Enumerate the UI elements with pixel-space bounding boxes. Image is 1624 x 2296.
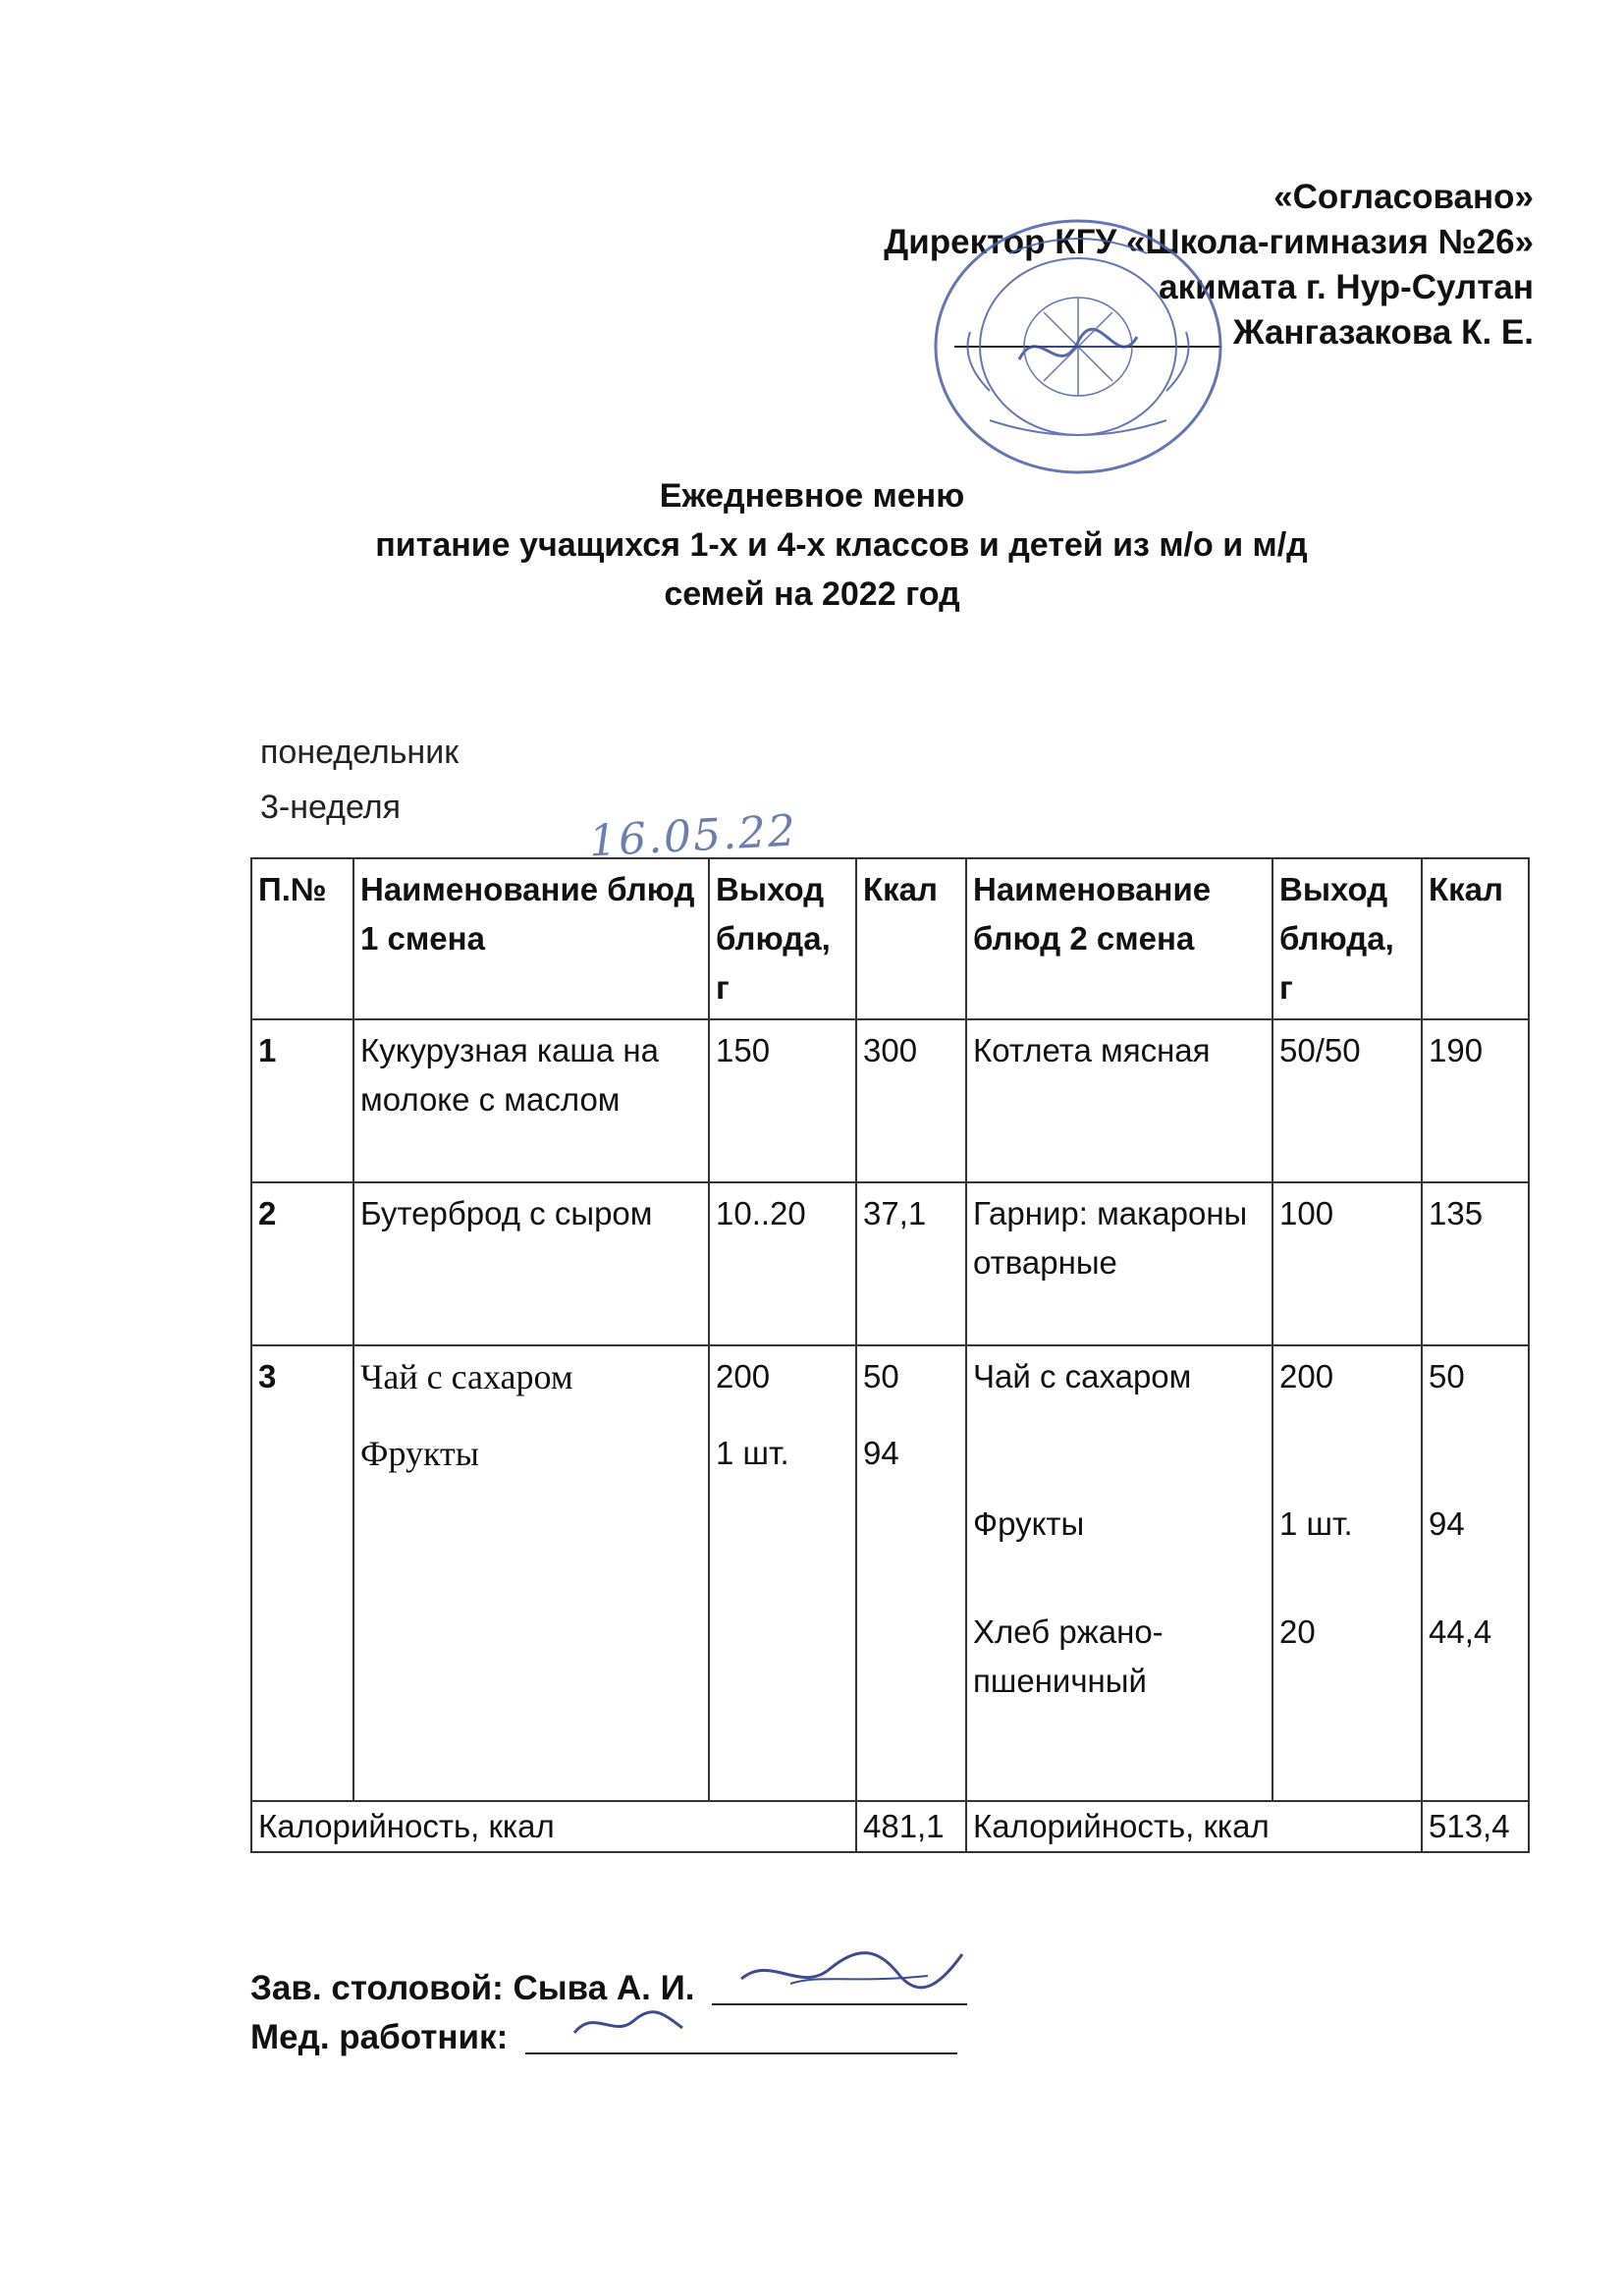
row-number: 2	[251, 1182, 353, 1345]
total-value-shift-2: 513,4	[1422, 1801, 1529, 1852]
approval-akimat: акимата г. Нур-Султан	[1159, 268, 1534, 306]
output-shift-1	[709, 1345, 856, 1801]
dish-shift-2: Котлета мясная	[966, 1019, 1272, 1182]
approval-name: Жангазакова К. Е.	[1232, 313, 1534, 352]
header-output-shift-1: Выход блюда, г	[709, 858, 856, 1019]
output-item: 1 шт.	[1279, 1505, 1353, 1542]
dish-shift-1: Кукурузная каша на молоке с маслом	[353, 1019, 709, 1182]
kcal-item: 44,4	[1429, 1613, 1492, 1650]
approval-label: «Согласовано»	[1273, 178, 1534, 216]
output-shift-2	[1272, 1345, 1422, 1801]
total-label-shift-1: Калорийность, ккал	[251, 1801, 856, 1852]
total-label-shift-2: Калорийность, ккал	[966, 1801, 1422, 1852]
output-item: 20	[1279, 1613, 1316, 1650]
school-seal-stamp	[931, 214, 1225, 479]
medic-label: Мед. работник:	[250, 2018, 509, 2056]
week-label: 3-неделя	[260, 789, 402, 826]
output-shift-2: 50/50	[1272, 1019, 1422, 1182]
total-row	[251, 1801, 1529, 1852]
kcal-shift-1: 37,1	[856, 1182, 966, 1345]
dish-item: Чай с сахаром	[973, 1358, 1192, 1394]
header-output-shift-2: Выход блюда, г	[1272, 858, 1422, 1019]
document-title	[0, 471, 1624, 619]
total-value-shift-1: 481,1	[856, 1801, 966, 1852]
kcal-shift-2	[1422, 1345, 1529, 1801]
output-shift-1: 10..20	[709, 1182, 856, 1345]
kcal-item: 94	[863, 1435, 899, 1471]
table-row	[251, 1019, 1529, 1182]
table-header-row	[251, 858, 1529, 1019]
header-kcal-shift-1: Ккал	[856, 858, 966, 1019]
title-line-2: питание учащихся 1-х и 4-х классов и детей из м/о и м/д	[375, 526, 1308, 564]
dish-item: Фрукты	[360, 1434, 479, 1473]
dish-item: Хлеб ржано-пшеничный	[973, 1613, 1164, 1699]
title-line-3: семей на 2022 год	[664, 575, 960, 613]
approval-director: Директор КГУ «Школа-гимназия №26»	[884, 223, 1534, 261]
output-item: 1 шт.	[716, 1435, 789, 1471]
menu-meta	[260, 725, 459, 835]
output-shift-1: 150	[709, 1019, 856, 1182]
dish-shift-2	[966, 1345, 1272, 1801]
header-dish-shift-1: Наименование блюд 1 смена	[353, 858, 709, 1019]
dish-shift-2: Гарнир: макароны отварные	[966, 1182, 1272, 1345]
table-row	[251, 1182, 1529, 1345]
kcal-shift-2: 190	[1422, 1019, 1529, 1182]
output-shift-2: 100	[1272, 1182, 1422, 1345]
header-kcal-shift-2: Ккал	[1422, 858, 1529, 1019]
dish-item: Чай с сахаром	[360, 1357, 573, 1396]
handwritten-date: 16.05.22	[587, 805, 799, 867]
table-row	[251, 1345, 1529, 1801]
kcal-item: 50	[863, 1358, 899, 1394]
handwritten-signature	[545, 1984, 741, 2052]
medic-row	[250, 2013, 967, 2062]
dish-item: Фрукты	[973, 1505, 1085, 1542]
canteen-signature-line	[712, 1974, 967, 2005]
kcal-shift-1: 300	[856, 1019, 966, 1182]
kcal-shift-1	[856, 1345, 966, 1801]
row-number: 1	[251, 1019, 353, 1182]
output-item: 200	[716, 1358, 771, 1394]
dish-shift-1	[353, 1345, 709, 1801]
canteen-manager-label: Зав. столовой: Сыва А. И.	[250, 1969, 695, 2007]
header-number: П.№	[251, 858, 353, 1019]
kcal-item: 50	[1429, 1358, 1465, 1394]
title-line-1: Ежедневное меню	[659, 477, 965, 515]
handwritten-signature	[731, 1935, 967, 2003]
footer-signatures	[250, 1964, 967, 2062]
output-item: 200	[1279, 1358, 1334, 1394]
medic-signature-line	[525, 2023, 957, 2054]
kcal-item: 94	[1429, 1505, 1465, 1542]
menu-table	[250, 857, 1530, 1853]
kcal-shift-2: 135	[1422, 1182, 1529, 1345]
dish-shift-1: Бутерброд с сыром	[353, 1182, 709, 1345]
day-label: понедельник	[260, 734, 460, 771]
header-dish-shift-2: Наименование блюд 2 смена	[966, 858, 1272, 1019]
row-number: 3	[251, 1345, 353, 1801]
